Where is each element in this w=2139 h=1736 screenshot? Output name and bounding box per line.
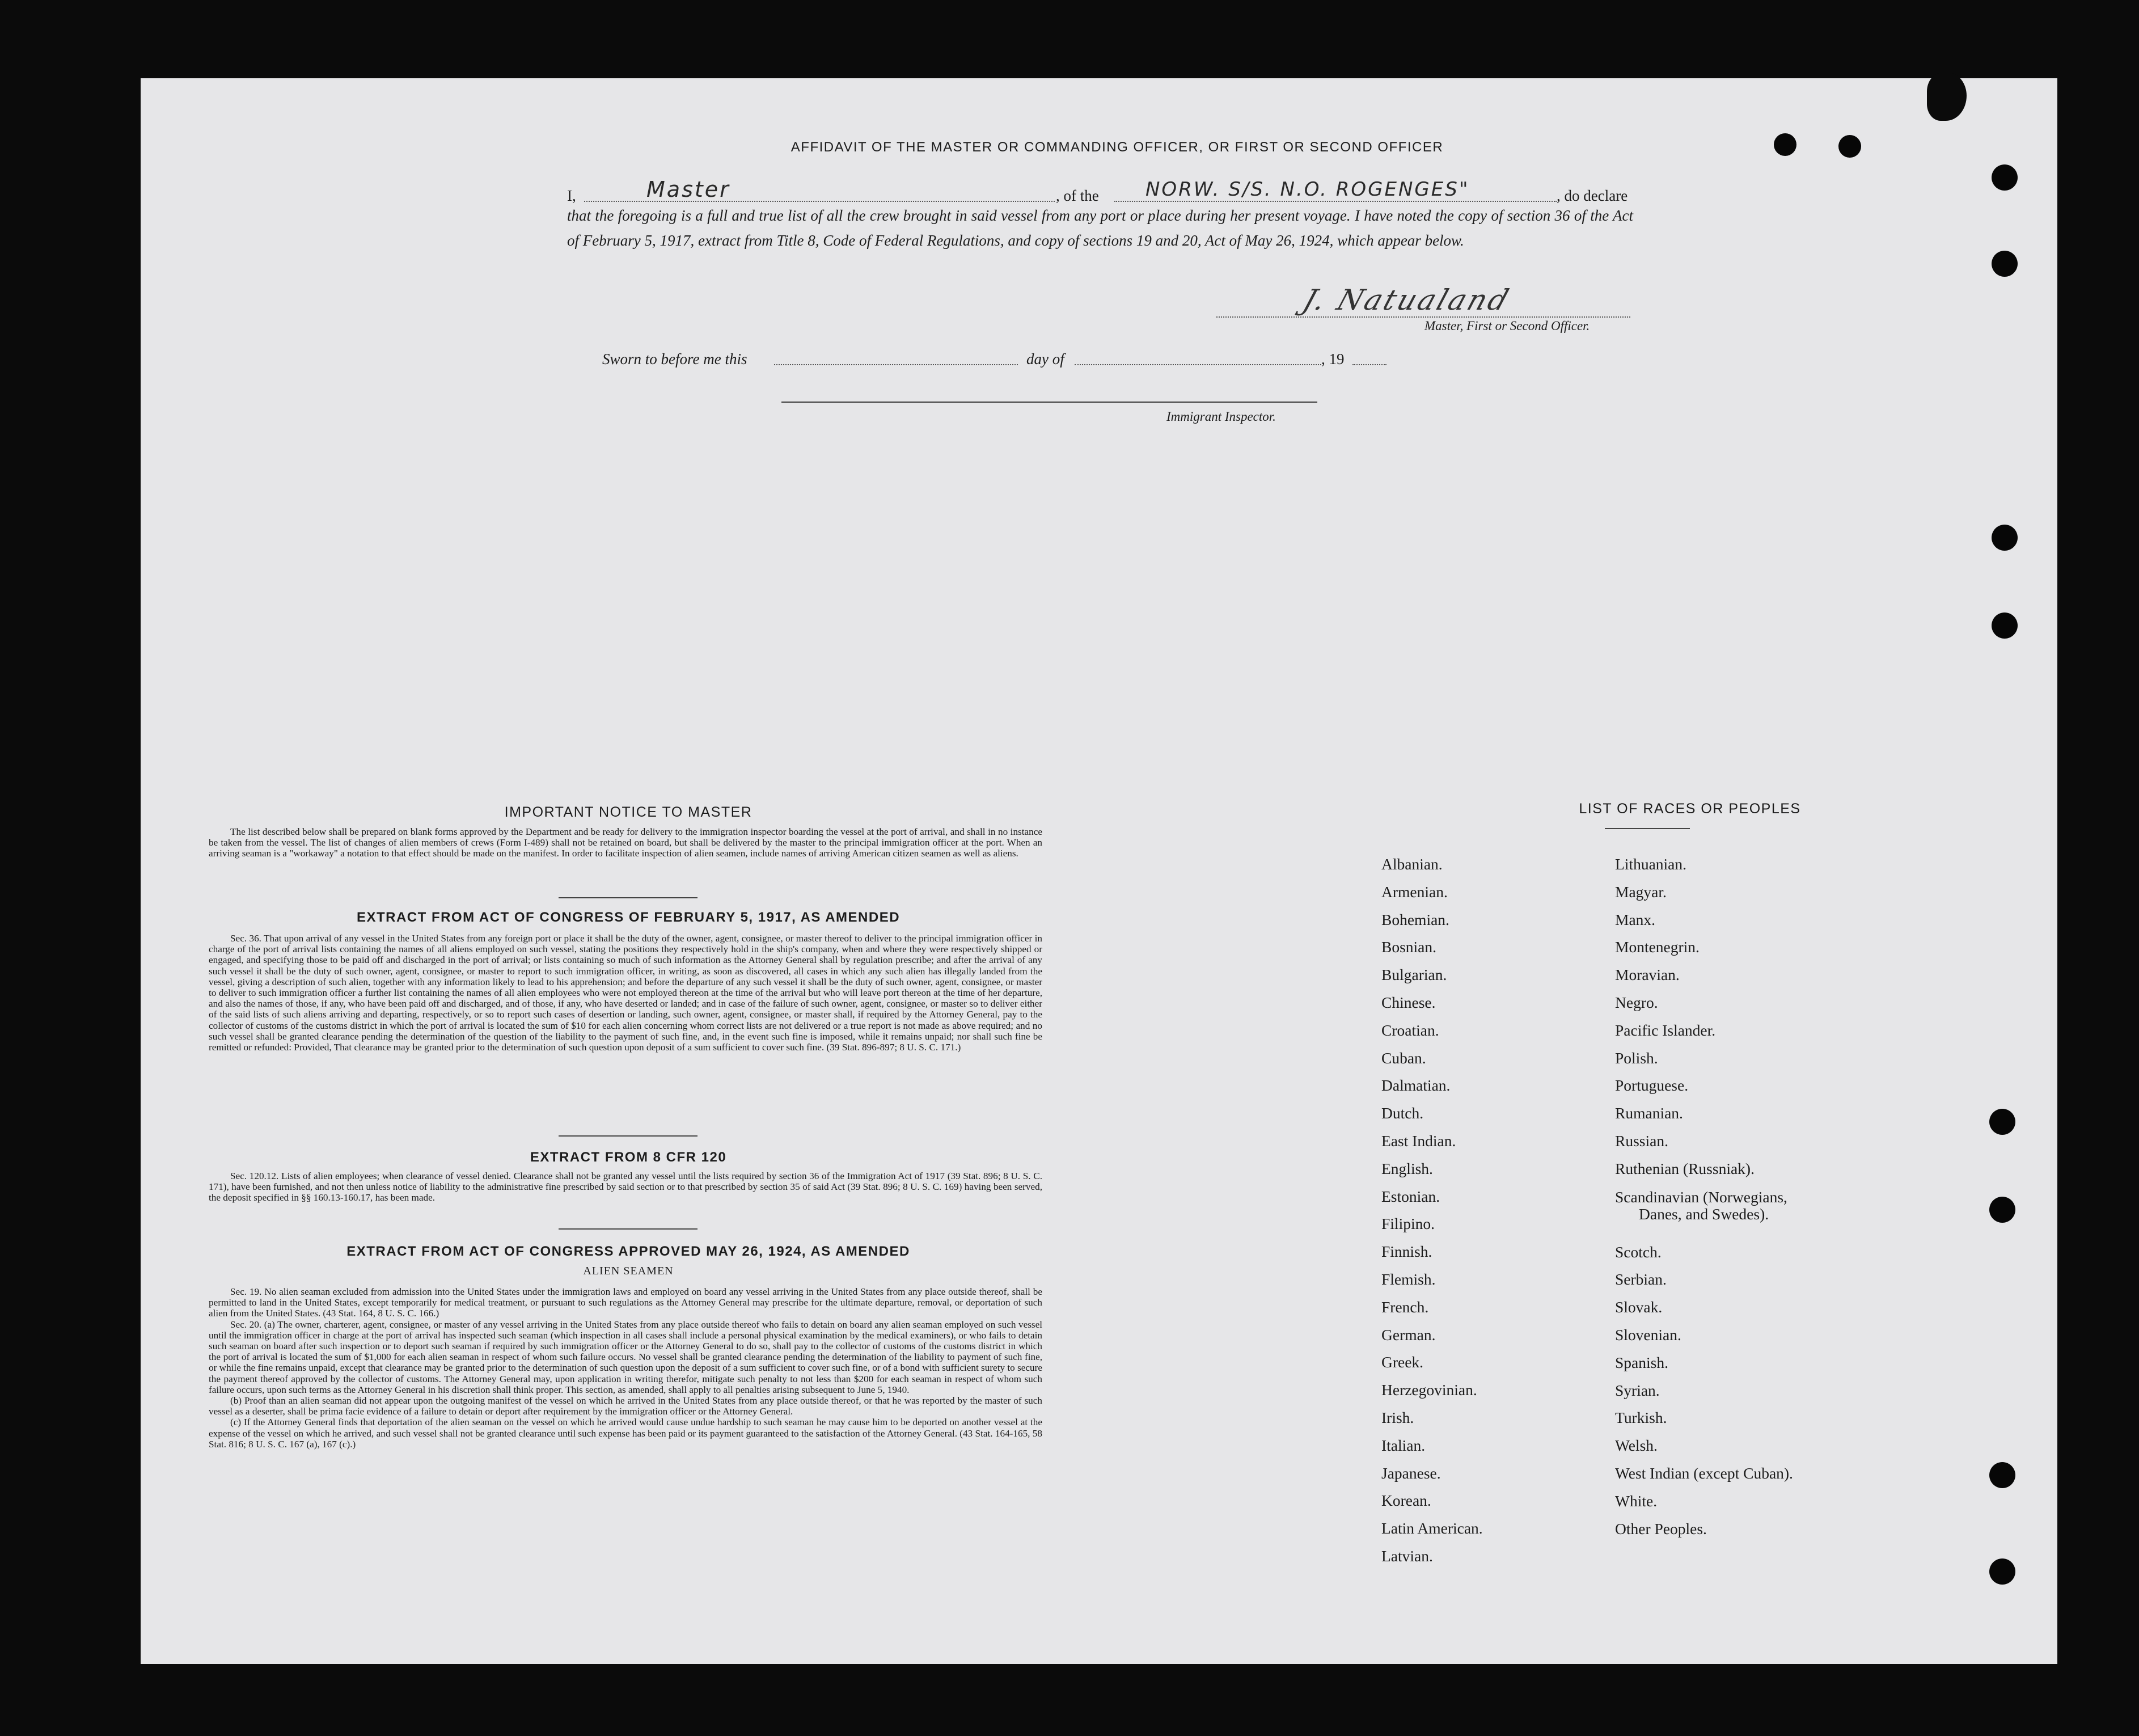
race-item: Polish. [1615,1049,1658,1067]
race-item: Estonian. [1381,1187,1440,1205]
affidavit-i-label: I, [567,187,576,204]
races-right-column [1615,851,1793,1543]
race-item: Korean. [1381,1492,1431,1510]
punch-hole [1838,135,1861,158]
extract-cfr-title: EXTRACT FROM 8 CFR 120 [530,1150,727,1165]
race-item: Latin American. [1381,1519,1483,1538]
race-item: Other Peoples. [1615,1519,1707,1538]
punch-hole [1992,251,2018,277]
race-item: Danes, and Swedes). [1639,1205,1769,1223]
day-of-label: day of [1026,350,1064,368]
race-item: Pacific Islander. [1615,1021,1716,1039]
sworn-date-field[interactable] [774,364,1018,365]
race-item: Japanese. [1381,1464,1441,1482]
race-item: Lithuanian. [1615,855,1687,873]
race-item: White. [1615,1492,1658,1510]
races-title: LIST OF RACES OR PEOPLES [1579,801,1801,817]
race-item: East Indian. [1381,1131,1456,1150]
extract-1917-body [209,933,1042,1053]
sworn-month-field[interactable] [1075,364,1321,365]
race-item: Negro. [1615,993,1658,1011]
inspector-signature-line[interactable] [781,402,1317,403]
race-item: Chinese. [1381,993,1436,1011]
race-item: Russian. [1615,1131,1668,1150]
race-item: Manx. [1615,910,1656,928]
race-item: Rumanian. [1615,1104,1683,1122]
races-left-column [1381,851,1483,1570]
race-item: Filipino. [1381,1215,1435,1233]
notice-body [209,826,1042,859]
race-item: English. [1381,1159,1433,1177]
race-item: Dalmatian. [1381,1076,1451,1095]
master-signature: J. Natualand [1299,284,1515,316]
extract-cfr-text: Sec. 120.12. Lists of alien employees; when clearance of vessel denied. Clearance shall not be granted any vessel until the lists required by section 36 of the Immigration Act of 1917 (39 Stat. 896; 8 U. S. C. 171), have been furnished, and not then unless notice of liability to the administrative fine prescribed by said section or to that prescribed by section 35 of said Act (39 Stat. 896; 8 U. S. C. 169) having been served, the deposit specified in §§ 160.13-160.17, has been made. [209,1171,1042,1203]
race-item: Bohemian. [1381,910,1449,928]
race-item: Cuban. [1381,1049,1426,1067]
extract-1917-title: EXTRACT FROM ACT OF CONGRESS OF FEBRUARY 5, 1917, AS AMENDED [356,910,901,925]
punch-hole [1774,133,1796,156]
race-item: Italian. [1381,1436,1426,1454]
race-item: Magyar. [1615,882,1667,901]
year-label: , 19 [1321,350,1345,368]
divider [1605,828,1690,829]
race-item: Montenegrin. [1615,938,1700,956]
punch-hole [1989,1197,2015,1223]
race-item: Albanian. [1381,855,1443,873]
extract-1917-text: Sec. 36. That upon arrival of any vessel in the United States from any foreign port or place it shall be the duty of the owner, agent, consignee, or master thereof to deliver to the principal immigration officer in charge of the port of arrival lists containing the names of all aliens employed on such vessel, stating the positions they respectively hold in the ship's company, when and where they were respectively shipped or engaged, and specifying those to be paid off and discharged in the port of arrival; or lists containing so much of such information as the Attorney General shall by regulation prescribe; and after the arrival of any such vessel it shall be the duty of such owner, agent, consignee, or master to report to such immigration officer, in writing, as soon as discovered, all cases in which any such alien has illegally landed from the vessel, giving a description of such alien, together with any information likely to lead to his apprehension; and before the departure of any such vessel it shall be the duty of such owner, agent, consignee, or master to deliver to such immigration officer a further list containing the names of all alien employees who were not employed thereon at the time of the arrival but who will leave port thereon at the time of her departure, and also the names of those, if any, who have been paid off and discharged, and of those, if any, who have deserted or landed; and in case of the failure of such owner, agent, consignee, or master so to deliver either of the said lists of such aliens arriving and departing, respectively, or so to report such cases of desertion or landing, such owner, agent, consignee, or master shall, if required by the Attorney General, pay to the collector of customs of the customs district in which the port of arrival is located the sum of $10 for each alien concerning whom correct lists are not delivered or a true report is not made as above required; and no such vessel shall be granted clearance pending the determination of the question of the liability to the payment of such fine, and, in the event such fine is imposed, while it remains unpaid; nor shall such fine be remitted or refunded: Provided, That clearance may be granted prior to the determination of such question upon deposit of a sum sufficient to cover such fine. (39 Stat. 896-897; 8 U. S. C. 171.) [209,933,1042,1053]
master-name-field[interactable]: Master [646,177,730,202]
race-item: Croatian. [1381,1021,1439,1039]
extract-1924-title: EXTRACT FROM ACT OF CONGRESS APPROVED MAY 26, 1924, AS AMENDED [346,1244,910,1259]
notice-body-text: The list described below shall be prepared on blank forms approved by the Department and be ready for delivery to the immigration inspector boarding the vessel at the port of arrival, and shall in no instance be taken from the vessel. The list of changes of alien members of crews (Form I-489) shall not be retained on board, but shall be delivered by the master to the principal immigration officer at the port. When an arriving seaman is a "workaway" a notation to that effect should be made on the manifest. In order to facilitate inspection of alien seamen, include names of arriving American citizen seamen as well as aliens. [209,826,1042,859]
section-20a-text: Sec. 20. (a) The owner, charterer, agent, consignee, or master of any vessel arriving in the United States from any place outside thereof who fails to detain on board any alien seaman employed on such vessel until the immigration officer in charge at the port of arrival has inspected such seaman (which inspection in all cases shall include a personal physical examination by the medical examiners), or who fails to detain such seaman on board after such inspection or to deport such seaman if required by such immigration officer or the Attorney General to do so, shall pay to the collector of customs of the customs district in which the port of arrival is located the sum of $1,000 for each alien seaman in respect of whom such failure occurs. No vessel shall be granted clearance pending the determination of the liability to payment of such fine, or while the fine remains unpaid, except that clearance may be granted prior to the determination of such question upon the deposit of a sum sufficient to cover such fine, or of a bond with sufficient surety to secure the payment thereof approved by the collector of customs. The Attorney General may, upon application in writing therefor, mitigate such penalty to not less than $200 for each seaman in respect of whom such failure occurs, upon such terms as the Attorney General in his discretion shall think proper. This section, as amended, shall apply to all penalties arising subsequent to June 5, 1940. [209,1319,1042,1395]
do-declare-label: , do declare [1557,187,1628,204]
punch-hole [1992,613,2018,639]
punch-hole [1992,525,2018,551]
race-item: Dutch. [1381,1104,1424,1122]
extract-1924-body [209,1286,1042,1450]
race-item: Ruthenian (Russniak). [1615,1159,1755,1177]
race-item: Herzegovinian. [1381,1381,1477,1399]
section-20c-text: (c) If the Attorney General finds that deportation of the alien seaman on the vessel on which he arrived would cause undue hardship to such seaman he may cause him to be deported on another vessel at the expense of the vessel on which he arrived, and such vessel shall not be granted clearance until such expense has been paid or its payment guaranteed to the satisfaction of the Attorney General. (43 Stat. 164-165, 58 Stat. 816; 8 U. S. C. 167 (a), 167 (c).) [209,1417,1042,1450]
punch-hole [1989,1558,2015,1585]
punch-hole [1989,1462,2015,1488]
divider [559,1135,697,1137]
affidavit-declaration: that the foregoing is a full and true list of all the crew brought in said vessel from any port or place during her present voyage. I have noted the copy of section 36 of the Act of February 5, 1917, extract from Title 8, Code of Federal Regulations, and copy of sections 19 and 20, Act of May 26, 1924, which appear below. [567,207,1633,249]
race-item: Finnish. [1381,1243,1432,1261]
race-item: Bulgarian. [1381,966,1447,984]
signature-caption: Master, First or Second Officer. [1424,319,1590,333]
race-item: Scandinavian (Norwegians, [1615,1188,1787,1206]
race-item: French. [1381,1298,1429,1316]
race-item: Greek. [1381,1353,1424,1371]
race-item: Syrian. [1615,1381,1660,1399]
race-item: Bosnian. [1381,938,1437,956]
race-item: Portuguese. [1615,1076,1689,1095]
section-19-text: Sec. 19. No alien seaman excluded from admission into the United States under the immigration laws and employed on board any vessel arriving in the United States from any place outside thereof, shall be permitted to land in the United States, except temporarily for medical treatment, or pursuant to such regulations as the Attorney General may prescribe for the ultimate departure, removal, or deportation of such alien from the United States. (43 Stat. 164, 8 U. S. C. 166.) [209,1286,1042,1319]
sworn-year-field[interactable] [1352,364,1386,365]
section-20b-text: (b) Proof than an alien seaman did not appear upon the outgoing manifest of the vessel on which he arrived in the United States from any place outside thereof, or that he was reported by the master of such vessel as a deserter, shall be prima facie evidence of a failure to detain or deport after requirement by the immigration officer or the Attorney General. [209,1395,1042,1417]
sworn-label: Sworn to before me this [602,350,747,368]
race-item: German. [1381,1325,1436,1344]
divider [559,897,697,898]
punch-hole [1992,164,2018,191]
race-item: Irish. [1381,1408,1414,1426]
extract-1924-subtitle: ALIEN SEAMEN [583,1265,674,1277]
race-item: Scotch. [1615,1243,1662,1261]
race-item: Moravian. [1615,966,1680,984]
race-item: Turkish. [1615,1409,1667,1427]
race-item: Slovak. [1615,1298,1663,1316]
race-item: Flemish. [1381,1270,1436,1288]
inspector-caption: Immigrant Inspector. [1166,409,1276,424]
race-item: Slovenian. [1615,1325,1681,1344]
race-item: West Indian (except Cuban). [1615,1464,1793,1482]
divider [559,1228,697,1230]
affidavit-title: AFFIDAVIT OF THE MASTER OR COMMANDING OFFICER, OR FIRST OR SECOND OFFICER [790,140,1444,155]
race-item: Serbian. [1615,1270,1667,1289]
vessel-name-field[interactable]: NORW. S/S. N.O. ROGENGES" [1145,178,1470,201]
extract-cfr-body [209,1171,1042,1203]
race-item: Spanish. [1615,1353,1668,1371]
punch-hole [1989,1109,2015,1135]
affidavit-of-the-label: , of the [1056,187,1099,204]
race-item: Armenian. [1381,882,1448,901]
race-item: Welsh. [1615,1437,1658,1455]
race-item: Latvian. [1381,1547,1433,1565]
notice-title: IMPORTANT NOTICE TO MASTER [504,804,753,820]
